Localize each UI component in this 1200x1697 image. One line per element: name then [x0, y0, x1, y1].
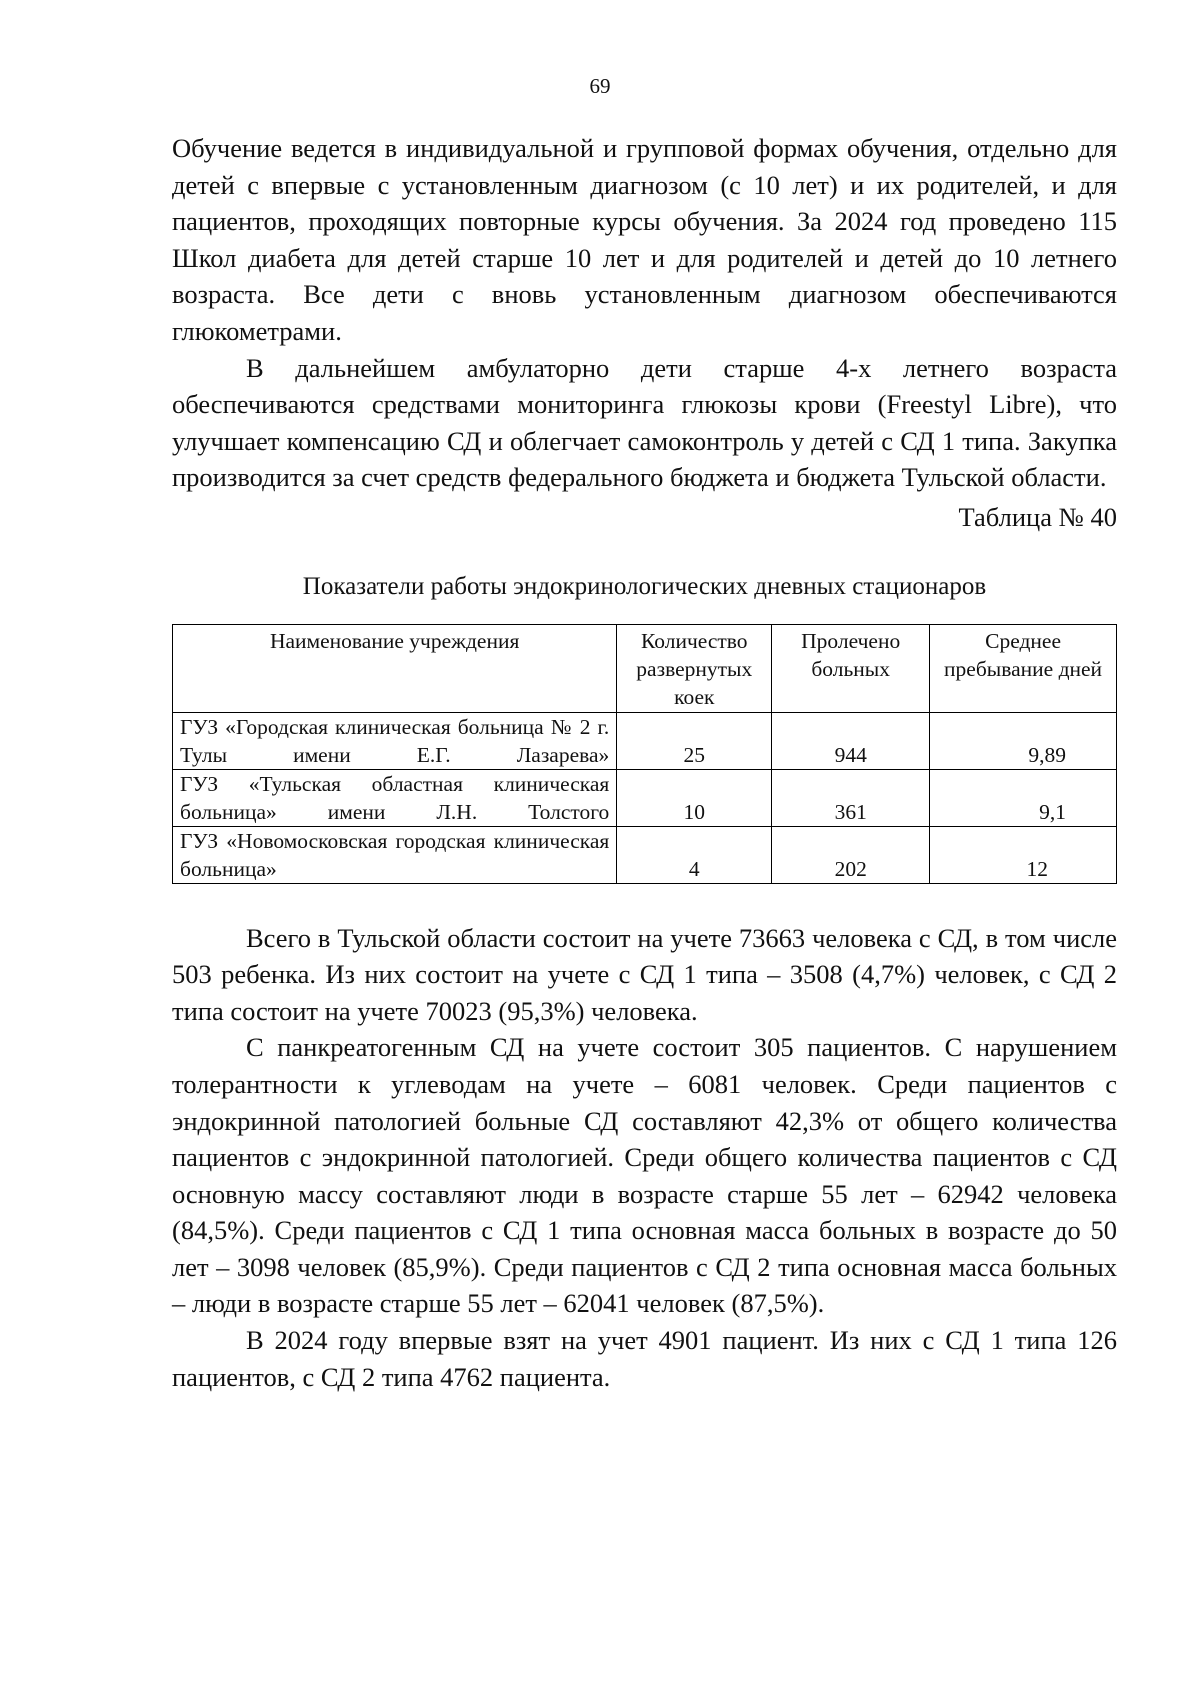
paragraph-newly-registered: В 2024 году впервые взят на учет 4901 пациент. Из них с СД 1 типа 126 пациентов, с СД 2 типа 4762 пациента. — [172, 1325, 1117, 1392]
header-beds: Количество развернутых коек — [617, 624, 772, 712]
header-treated: Пролечено больных — [772, 624, 930, 712]
table-row — [173, 712, 1117, 769]
table-header-row — [173, 624, 1117, 712]
header-institution-name: Наименование учреждения — [173, 624, 617, 712]
table-row — [173, 826, 1117, 883]
table-title: Показатели работы эндокринологических дневных стационаров — [302, 572, 987, 600]
paragraph-school-of-diabetes: Обучение ведется в индивидуальной и групповой формах обучения, отдельно для детей с впервые с установленным диагнозом (с 10 лет) и их родителей, и для пациентов, проходящих повторные курсы обучения. За 2024 год проведено 115 Школ диабета для детей старше 10 лет и для родителей и детей до 10 летнего возраста. Все дети с вновь установленным диагнозом обеспечиваются глюкометрами. — [172, 133, 1117, 346]
average-stay-cell: 9,89 — [930, 712, 1117, 769]
beds-cell: 25 — [617, 712, 772, 769]
paragraph-glucose-monitoring: В дальнейшем амбулаторно дети старше 4-х летнего возраста обеспечиваются средствами мониторинга глюкозы крови (Freestyl Libre), что улучшает компенсацию СД и облегчает самоконтроль у детей с СД 1 типа. Закупка производится за счет средств федерального бюджета и бюджета Тульской области. — [172, 352, 1117, 493]
institution-name-cell: ГУЗ «Тульская областная клиническая больница» имени Л.Н. Толстого — [173, 769, 617, 826]
header-average-stay: Среднее пребывание дней — [930, 624, 1117, 712]
document-body — [172, 130, 1117, 1395]
average-stay-cell: 12 — [930, 826, 1117, 883]
beds-cell: 4 — [617, 826, 772, 883]
table-number-label: Таблица № 40 — [958, 501, 1117, 532]
day-hospital-table — [172, 624, 1117, 884]
average-stay-cell: 9,1 — [930, 769, 1117, 826]
treated-cell: 944 — [772, 712, 930, 769]
paragraph-pancreatogenic: С панкреатогенным СД на учете состоит 305 пациентов. С нарушением толерантности к углеводам на учете – 6081 человек. Среди пациентов с эндокринной патологией больные СД составляют 42,3% от общего количества пациентов с эндокринной патологией. Среди общего количества пациентов с СД основную массу составляют люди в возрасте старше 55 лет – 62942 человека (84,5%). Среди пациентов с СД 1 типа основная масса больных в возрасте до 50 лет – 3098 человек (85,9%). Среди пациентов с СД 2 типа основная масса больных – люди в возрасте старше 55 лет – 62041 человек (87,5%). — [172, 1032, 1117, 1319]
paragraph-registered-total: Всего в Тульской области состоит на учете 73663 человека с СД, в том числе 503 ребенка. Из них состоит на учете с СД 1 типа – 3508 (4,7%) человек, с СД 2 типа состоит на учете 70023 (95,3%) человека. — [172, 922, 1117, 1026]
page-number: 69 — [589, 74, 611, 98]
treated-cell: 361 — [772, 769, 930, 826]
treated-cell: 202 — [772, 826, 930, 883]
institution-name-cell: ГУЗ «Городская клиническая больница № 2 г. Тулы имени Е.Г. Лазарева» — [173, 712, 617, 769]
table-row — [173, 769, 1117, 826]
beds-cell: 10 — [617, 769, 772, 826]
institution-name-cell: ГУЗ «Новомосковская городская клиническая больница» — [173, 826, 617, 883]
